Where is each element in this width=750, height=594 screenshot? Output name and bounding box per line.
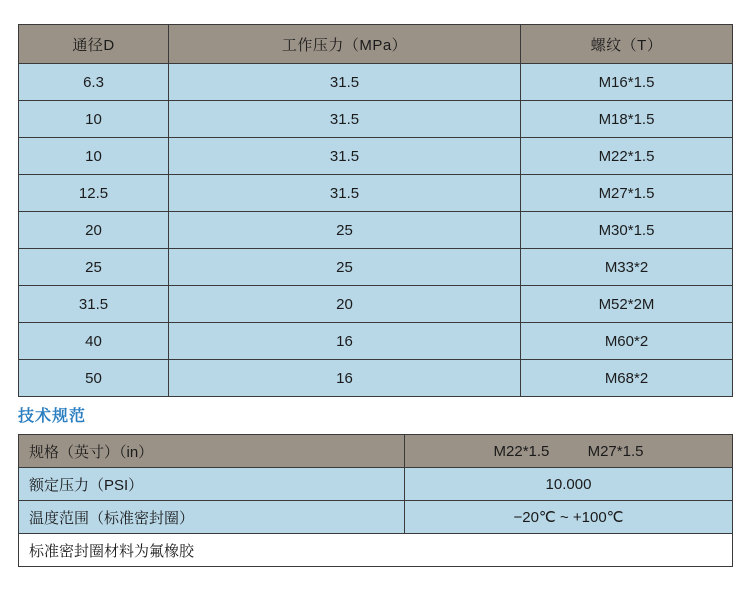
cell-pressure: 25 — [169, 212, 521, 249]
tech-header-row — [19, 435, 733, 468]
table-row — [19, 286, 733, 323]
cell-diameter: 10 — [19, 101, 169, 138]
tech-note-row — [19, 534, 733, 567]
column-header-diameter: 通径D — [19, 25, 169, 64]
section-title-technical-specs: 技术规范 — [18, 408, 87, 425]
cell-thread: M27*1.5 — [521, 175, 733, 212]
cell-diameter: 10 — [19, 138, 169, 175]
cell-pressure: 20 — [169, 286, 521, 323]
hydraulic-spec-table — [18, 24, 733, 397]
cell-pressure: 16 — [169, 360, 521, 397]
tech-label-spec: 规格（英寸）（in） — [19, 435, 405, 468]
cell-thread: M18*1.5 — [521, 101, 733, 138]
cell-pressure: 31.5 — [169, 138, 521, 175]
cell-pressure: 25 — [169, 249, 521, 286]
cell-thread: M33*2 — [521, 249, 733, 286]
column-header-thread: 螺纹（T） — [521, 25, 733, 64]
table-row — [19, 138, 733, 175]
table-row — [19, 175, 733, 212]
table-row — [19, 101, 733, 138]
cell-diameter: 40 — [19, 323, 169, 360]
column-header-working-pressure: 工作压力（MPa） — [169, 25, 521, 64]
cell-diameter: 20 — [19, 212, 169, 249]
thread-option-2: M27*1.5 — [587, 442, 644, 460]
cell-diameter: 31.5 — [19, 286, 169, 323]
table-header-row — [19, 25, 733, 64]
technical-spec-table — [18, 434, 733, 567]
tech-note-seal-material: 标准密封圈材料为氟橡胶 — [19, 534, 733, 567]
cell-thread: M60*2 — [521, 323, 733, 360]
cell-diameter: 6.3 — [19, 64, 169, 101]
cell-thread: M22*1.5 — [521, 138, 733, 175]
table-row — [19, 212, 733, 249]
cell-diameter: 50 — [19, 360, 169, 397]
tech-label-temperature-range: 温度范围（标准密封圈） — [19, 501, 405, 534]
cell-pressure: 31.5 — [169, 175, 521, 212]
cell-pressure: 31.5 — [169, 101, 521, 138]
cell-diameter: 25 — [19, 249, 169, 286]
cell-thread: M68*2 — [521, 360, 733, 397]
tech-row — [19, 501, 733, 534]
table-row — [19, 323, 733, 360]
table-row — [19, 64, 733, 101]
cell-thread: M16*1.5 — [521, 64, 733, 101]
tech-label-rated-pressure: 额定压力（PSI） — [19, 468, 405, 501]
thread-option-1: M22*1.5 — [493, 442, 550, 460]
cell-diameter: 12.5 — [19, 175, 169, 212]
cell-pressure: 31.5 — [169, 64, 521, 101]
tech-value-rated-pressure: 10.000 — [405, 468, 733, 501]
table-row — [19, 249, 733, 286]
cell-pressure: 16 — [169, 323, 521, 360]
tech-value-temperature-range: −20℃ ~ +100℃ — [405, 501, 733, 534]
cell-thread: M30*1.5 — [521, 212, 733, 249]
tech-row — [19, 468, 733, 501]
table-row — [19, 360, 733, 397]
tech-value-spec — [405, 435, 733, 468]
cell-thread: M52*2M — [521, 286, 733, 323]
